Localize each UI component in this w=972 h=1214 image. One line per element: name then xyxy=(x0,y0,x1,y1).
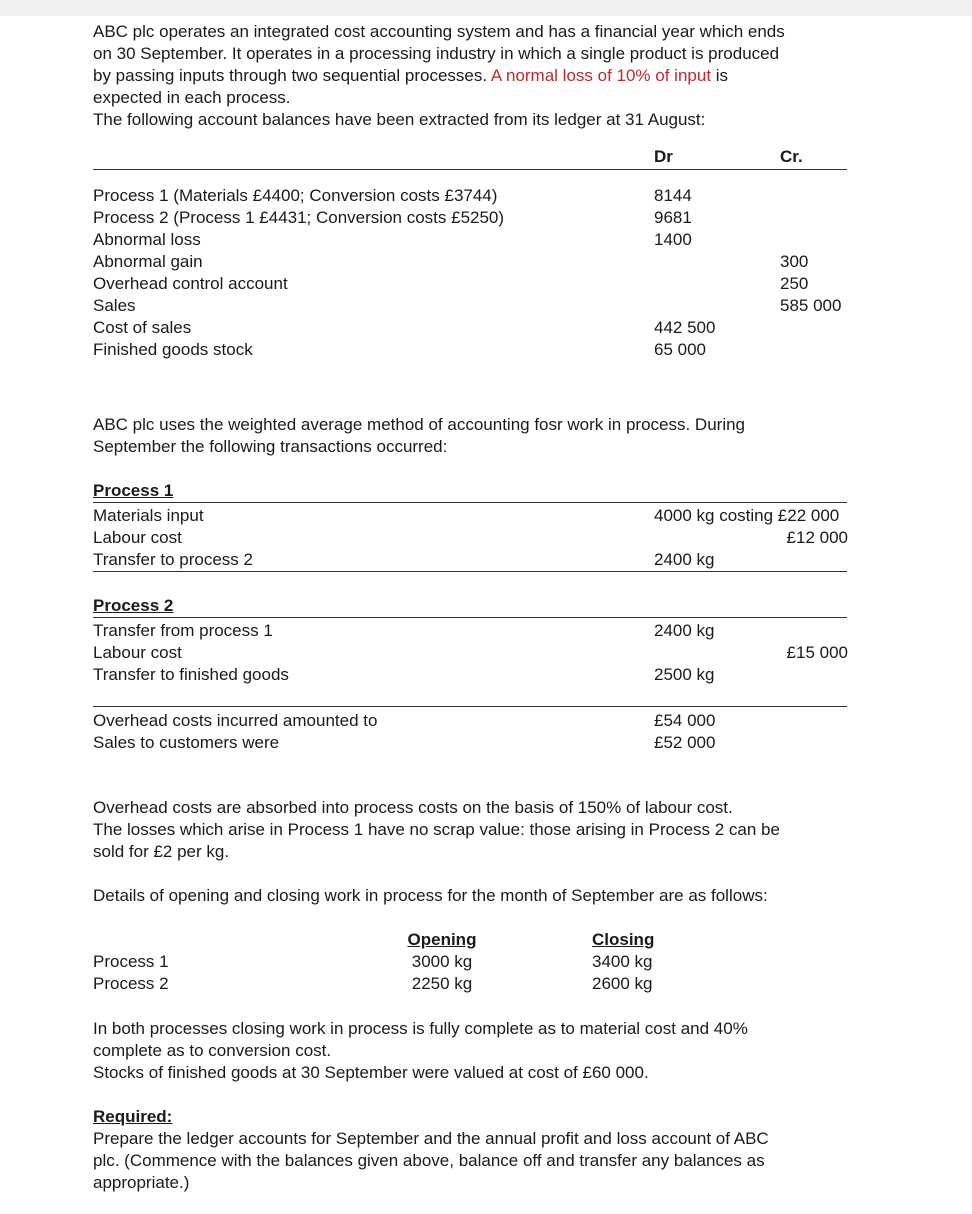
top-bar xyxy=(0,0,972,16)
wip-intro-line-1: ABC plc uses the weighted average method of accounting fosr work in process. During xyxy=(93,415,746,434)
required-line-2: plc. (Commence with the balances given above, balance off and transfer any balances as xyxy=(93,1151,765,1170)
process-1-title: Process 1 xyxy=(93,481,174,500)
overhead-line-3: sold for £2 per kg. xyxy=(93,842,230,861)
required-title: Required: xyxy=(93,1107,173,1126)
balance-row-label: Finished goods stock xyxy=(93,340,253,359)
closing-line-3: Stocks of finished goods at 30 September were valued at cost of £60 000. xyxy=(93,1063,649,1082)
balance-row-label: Abnormal loss xyxy=(93,230,201,249)
balance-row-label: Sales xyxy=(93,296,136,315)
balance-row-dr: 9681 xyxy=(654,208,692,227)
process-1-row-label: Transfer to process 2 xyxy=(93,550,253,569)
wip-intro-line-2: September the following transactions occurred: xyxy=(93,437,448,456)
intro-line-5: The following account balances have been extracted from its ledger at 31 August: xyxy=(93,110,706,129)
process-1-row-value: 4000 kg costing £22 000 xyxy=(654,506,840,525)
process-1-row-value: 2400 kg xyxy=(654,550,715,569)
other-row-label: Sales to customers were xyxy=(93,733,280,752)
process-1-row-value: £12 000 xyxy=(786,528,848,547)
closing-header: Closing xyxy=(592,930,655,949)
cr-header: Cr. xyxy=(780,147,803,166)
balance-row-dr: 65 000 xyxy=(654,340,706,359)
balance-row-label: Abnormal gain xyxy=(93,252,203,271)
balance-row-dr: 442 500 xyxy=(654,318,716,337)
intro-line-3: by passing inputs through two sequential processes. A normal loss of 10% of input is xyxy=(93,66,729,85)
normal-loss-highlight: A normal loss of 10% of input xyxy=(490,66,712,85)
process-1-bottom-rule xyxy=(93,571,847,572)
other-row-value: £52 000 xyxy=(654,733,716,752)
balance-row-label: Process 2 (Process 1 £4431; Conversion costs £5250) xyxy=(93,208,505,227)
wip-row-opening: 2250 kg xyxy=(411,974,473,993)
process-2-row-label: Transfer to finished goods xyxy=(93,665,289,684)
dr-header: Dr xyxy=(654,147,673,166)
process-2-row-value: £15 000 xyxy=(786,643,848,662)
required-line-1: Prepare the ledger accounts for September and the annual profit and loss account of ABC xyxy=(93,1129,769,1148)
intro-line-2: on 30 September. It operates in a processing industry in which a single product is produced xyxy=(93,44,780,63)
balance-row-cr: 585 000 xyxy=(780,296,842,315)
balance-row-dr: 8144 xyxy=(654,186,692,205)
balance-row-cr: 300 xyxy=(780,252,809,271)
wip-row-label: Process 1 xyxy=(93,952,169,971)
closing-line-2: complete as to conversion cost. xyxy=(93,1041,332,1060)
other-row-label: Overhead costs incurred amounted to xyxy=(93,711,378,730)
intro-line-1: ABC plc operates an integrated cost accounting system and has a financial year which ends xyxy=(93,22,785,41)
overhead-line-1: Overhead costs are absorbed into process costs on the basis of 150% of labour cost. xyxy=(93,798,733,817)
balance-row-label: Process 1 (Materials £4400; Conversion costs £3744) xyxy=(93,186,498,205)
process-2-row-label: Transfer from process 1 xyxy=(93,621,273,640)
process-2-top-rule xyxy=(93,617,847,618)
balance-row-dr: 1400 xyxy=(654,230,692,249)
process-1-row-label: Materials input xyxy=(93,506,204,525)
closing-line-1: In both processes closing work in process is fully complete as to material cost and 40% xyxy=(93,1019,748,1038)
wip-row-label: Process 2 xyxy=(93,974,169,993)
other-top-rule xyxy=(93,706,847,707)
process-1-top-rule xyxy=(93,502,847,503)
wip-row-opening: 3000 kg xyxy=(411,952,473,971)
intro-line-4: expected in each process. xyxy=(93,88,291,107)
process-2-row-value: 2400 kg xyxy=(654,621,715,640)
wip-row-closing: 2600 kg xyxy=(592,974,653,993)
wip-details-intro: Details of opening and closing work in process for the month of September are as follows: xyxy=(93,886,768,905)
process-2-title: Process 2 xyxy=(93,596,174,615)
balances-header-rule xyxy=(93,169,847,170)
wip-row-closing: 3400 kg xyxy=(592,952,653,971)
process-1-row-label: Labour cost xyxy=(93,528,182,547)
process-2-row-label: Labour cost xyxy=(93,643,182,662)
other-row-value: £54 000 xyxy=(654,711,716,730)
balance-row-label: Cost of sales xyxy=(93,318,192,337)
required-line-3: appropriate.) xyxy=(93,1173,190,1192)
overhead-line-2: The losses which arise in Process 1 have no scrap value: those arising in Process 2 can be xyxy=(93,820,780,839)
balance-row-cr: 250 xyxy=(780,274,809,293)
balance-row-label: Overhead control account xyxy=(93,274,288,293)
process-2-row-value: 2500 kg xyxy=(654,665,715,684)
opening-header: Opening xyxy=(407,930,477,949)
